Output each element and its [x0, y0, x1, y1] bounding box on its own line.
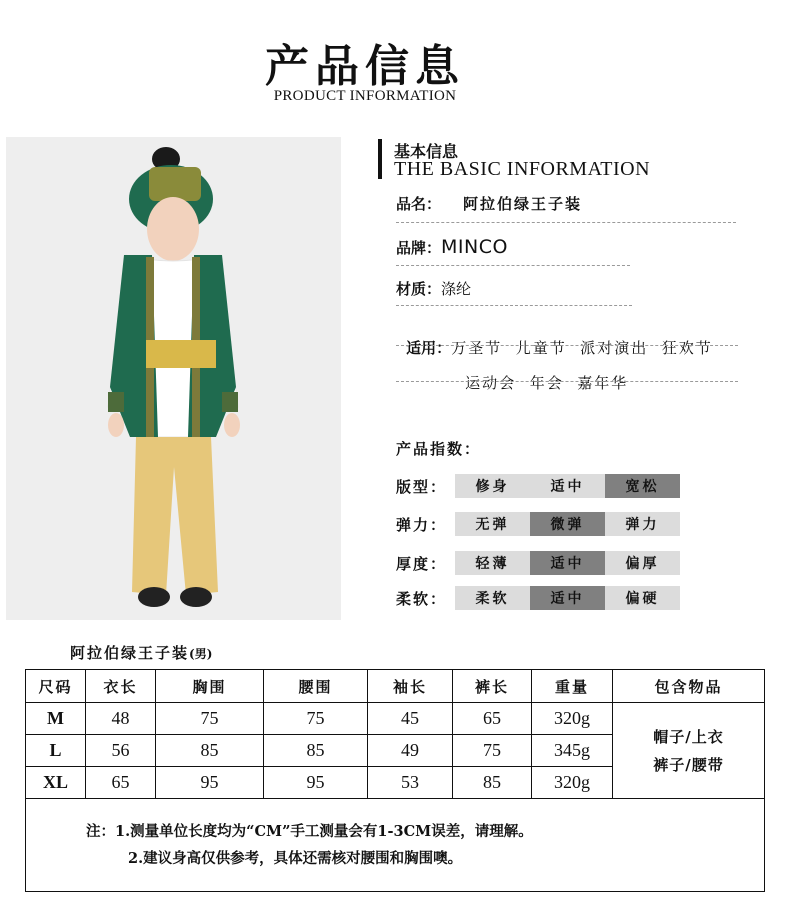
table-note-row: [26, 799, 765, 892]
info-row-usage: [396, 318, 713, 358]
index-option: 偏硬: [605, 586, 680, 610]
col-header-pants-length: 裤长: [453, 670, 532, 703]
divider: [396, 265, 630, 266]
note-line: 注：1.测量单位长度均为“CM”手工测量会有1-3CM误差，请理解。: [86, 823, 533, 840]
cell: 85: [453, 767, 532, 799]
col-header-length: 衣长: [86, 670, 156, 703]
index-option-selected: 宽松: [605, 474, 680, 498]
col-header-size: 尺码: [26, 670, 86, 703]
col-header-sleeve: 袖长: [368, 670, 453, 703]
info-row-name: [396, 193, 582, 214]
col-header-included: 包含物品: [613, 670, 765, 703]
index-option: 修身: [455, 474, 530, 498]
page-subtitle: [0, 88, 790, 105]
info-row-usage-cont: [455, 353, 628, 393]
divider: [396, 305, 632, 306]
index-row-thickness: [396, 551, 686, 575]
cell-size: L: [26, 735, 86, 767]
size-table-title-text: 阿拉伯绿王子装: [70, 644, 190, 662]
col-header-waist: 腰围: [264, 670, 368, 703]
cell: 49: [368, 735, 453, 767]
index-bar: [455, 512, 680, 536]
index-row-softness: [396, 586, 686, 610]
divider: [396, 222, 736, 223]
brand-value: MINCO: [441, 236, 508, 258]
usage-value-cont: 运动会 年会 嘉年华: [465, 374, 629, 392]
size-table: [25, 669, 765, 892]
info-label: 适用：: [406, 339, 452, 357]
index-option-selected: 微弹: [530, 512, 605, 536]
cell: 95: [156, 767, 264, 799]
basic-info-heading: 基本信息: [394, 142, 459, 161]
index-option: 柔软: [455, 586, 530, 610]
size-table-title: [70, 642, 212, 663]
cell: 85: [156, 735, 264, 767]
cell: 320g: [532, 767, 613, 799]
index-option: 偏厚: [605, 551, 680, 575]
index-bar: [455, 586, 680, 610]
page-subtitle-text: PRODUCT INFORMATION: [273, 88, 457, 104]
cell-included-items: [613, 703, 765, 799]
index-option-selected: 适中: [530, 586, 605, 610]
usage-value: 万圣节 儿童节 派对演出 狂欢节: [451, 339, 713, 357]
index-label: 厚度：: [396, 555, 448, 573]
cell: 320g: [532, 703, 613, 735]
index-bar: [455, 551, 680, 575]
note-line: 2.建议身高仅供参考，具体还需核对腰围和胸围噢。: [128, 850, 463, 867]
cell: 45: [368, 703, 453, 735]
cell: 65: [86, 767, 156, 799]
table-header-row: [26, 670, 765, 703]
index-option: 适中: [530, 474, 605, 498]
index-option-selected: 适中: [530, 551, 605, 575]
cell-size: M: [26, 703, 86, 735]
product-name-value: 阿拉伯绿王子装: [463, 195, 583, 213]
page-title: [0, 30, 790, 94]
cell: 85: [264, 735, 368, 767]
divider: [396, 345, 738, 346]
info-row-brand: [396, 236, 508, 258]
divider: [396, 381, 738, 382]
index-option: 轻薄: [455, 551, 530, 575]
material-value: 涤纶: [441, 280, 472, 298]
col-header-chest: 胸围: [156, 670, 264, 703]
index-label: 弹力：: [396, 516, 448, 534]
cell: 345g: [532, 735, 613, 767]
index-option: 无弹: [455, 512, 530, 536]
costume-illustration: [6, 137, 341, 620]
product-index-heading: 产品指数：: [396, 440, 482, 458]
cell: 95: [264, 767, 368, 799]
page-title-text: 产品信息: [265, 41, 465, 92]
cell: 75: [453, 735, 532, 767]
index-row-elasticity: [396, 512, 686, 536]
product-photo: [6, 137, 341, 620]
index-label: 柔软：: [396, 590, 448, 608]
col-header-weight: 重量: [532, 670, 613, 703]
index-bar: [455, 474, 680, 498]
cell: 48: [86, 703, 156, 735]
info-row-material: [396, 278, 471, 299]
cell-size: XL: [26, 767, 86, 799]
basic-info-heading-en: THE BASIC INFORMATION: [394, 158, 651, 180]
index-label: 版型：: [396, 478, 448, 496]
included-line: 裤子/腰带: [653, 755, 724, 774]
index-option: 弹力: [605, 512, 680, 536]
table-row: [26, 703, 765, 735]
size-table-title-suffix: (男): [189, 647, 213, 661]
section-accent-bar: [378, 139, 382, 179]
cell: 65: [453, 703, 532, 735]
size-note: [26, 799, 765, 892]
included-line: 帽子/上衣: [653, 727, 724, 746]
cell: 56: [86, 735, 156, 767]
cell: 75: [156, 703, 264, 735]
cell: 53: [368, 767, 453, 799]
info-label: 品牌：: [396, 239, 442, 257]
info-label: 材质：: [396, 280, 442, 298]
cell: 75: [264, 703, 368, 735]
index-row-fit: [396, 474, 686, 498]
info-label: 品名：: [396, 195, 442, 213]
